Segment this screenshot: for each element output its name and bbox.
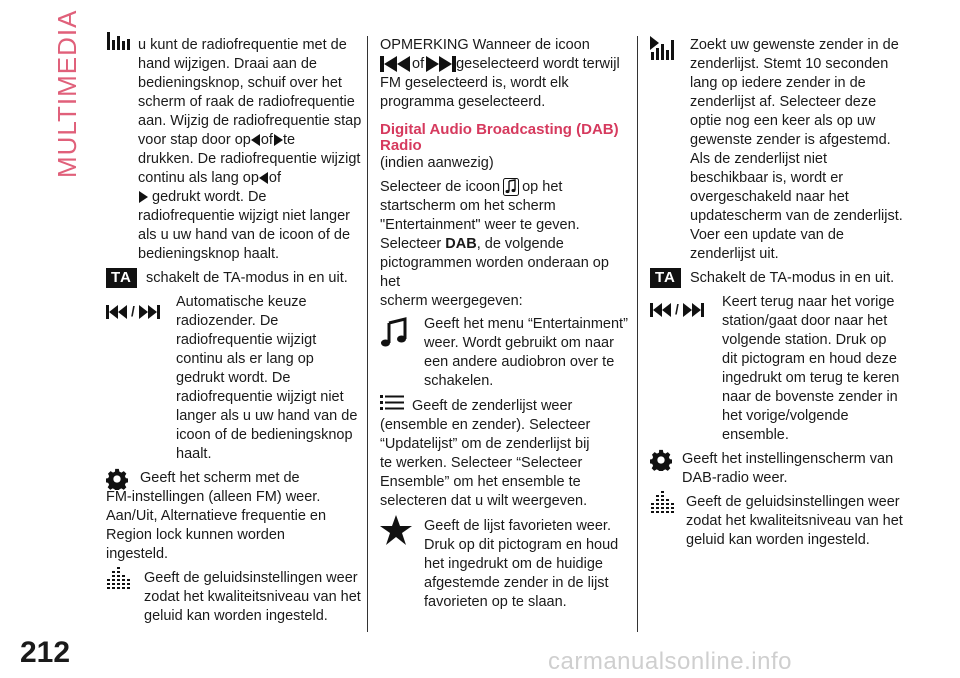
favorites-line: Geeft de lijst favorieten weer. <box>424 518 611 534</box>
select-line: pictogrammen worden onderaan op het <box>380 255 609 290</box>
note-text: geselecteerd wordt terwijl <box>456 56 620 72</box>
ta-block <box>650 269 908 288</box>
freq-line <box>106 188 364 207</box>
select-text: op het <box>522 179 563 195</box>
favorites-line: Druk op dit pictogram en houd <box>424 537 619 553</box>
freq-line <box>106 169 364 188</box>
gear-icon <box>106 468 128 490</box>
seek-line: Automatische keuze <box>176 294 307 310</box>
skip-back-icon <box>650 303 672 317</box>
seek-line: continu als er lang op <box>176 351 314 367</box>
equalizer-icon <box>106 567 132 589</box>
seek-block <box>106 293 364 464</box>
skip-back-icon <box>380 56 410 72</box>
freq-line: bedieningsknop haalt. <box>138 246 280 262</box>
column-2 <box>380 36 632 612</box>
seek-line: dit pictogram en houd deze <box>722 351 897 367</box>
scan-line: Voer een update van de <box>690 227 844 243</box>
seek-line: station/gaat door naar het <box>722 313 888 329</box>
favorites-line: het ingedrukt om de huidige <box>424 556 603 572</box>
note-text: of <box>412 56 425 72</box>
freq-text: continu als lang op <box>138 170 259 186</box>
freq-text: voor stap door op <box>138 132 251 148</box>
triangle-left-icon <box>259 172 269 184</box>
ta-text: Schakelt de TA-modus in en uit. <box>690 270 895 286</box>
entertainment-line: schakelen. <box>424 373 494 389</box>
note-line <box>380 55 632 74</box>
freq-line <box>106 131 364 150</box>
sound-line: zodat het kwaliteitsniveau van het <box>686 513 903 529</box>
scan-block <box>650 36 908 264</box>
tune-bars-icon <box>106 32 132 54</box>
triangle-right-icon <box>138 191 148 203</box>
seek-slash: / <box>675 301 679 317</box>
entertainment-line: Geeft het menu “Entertainment” <box>424 316 628 332</box>
scan-line: overgeschakeld naar het <box>690 189 849 205</box>
seek-line: icoon of de bedieningsknop <box>176 427 353 443</box>
sound-line: geluid kan worden ingesteld. <box>144 608 328 624</box>
scan-line: gewenste zender is afgestemd. <box>690 132 891 148</box>
seek-icons <box>650 300 704 319</box>
station-list-line: selecteren dat u wilt weergeven. <box>380 493 588 509</box>
favorites-block <box>380 517 632 612</box>
freq-line: drukken. De radiofrequentie wijzigt <box>138 151 361 167</box>
seek-line: het vorige/volgende <box>722 408 849 424</box>
ta-icon: TA <box>106 268 137 288</box>
triangle-left-icon <box>251 134 261 146</box>
section-heading: Radio <box>380 137 422 154</box>
column-divider-right <box>637 36 638 632</box>
sound-block <box>106 569 364 626</box>
gear-icon <box>650 449 672 471</box>
select-text: Selecteer de icoon <box>380 179 501 195</box>
skip-back-icon <box>106 305 128 319</box>
settings-line: Geeft het scherm met de <box>140 470 300 486</box>
freq-line: u kunt de radiofrequentie met de <box>138 37 347 53</box>
scan-line: zenderlijst uit. <box>690 246 779 262</box>
settings-line: ingesteld. <box>106 546 169 562</box>
freq-line: radiofrequentie wijzigt niet langer <box>138 208 350 224</box>
scan-line: lang op iedere zender in de <box>690 75 866 91</box>
station-list-line: “Updatelijst” om de zenderlijst bij <box>380 436 590 452</box>
column-1 <box>106 36 364 626</box>
freq-text: gedrukt wordt. De <box>152 189 267 205</box>
note-line: OPMERKING Wanneer de icoon <box>380 37 590 53</box>
sidebar-title: MULTIMEDIA <box>52 9 82 178</box>
seek-line: haalt. <box>176 446 212 462</box>
seek-line: radiozender. De <box>176 313 279 329</box>
sound-block <box>650 493 908 550</box>
seek-line: Keert terug naar het vorige <box>722 294 895 310</box>
scan-line: Zoekt uw gewenste zender in de <box>690 37 899 53</box>
list-icon <box>380 394 404 412</box>
entertainment-line: weer. Wordt gebruikt om naar <box>424 335 614 351</box>
page-number: 212 <box>20 636 71 669</box>
freq-line: als u uw hand van de icoon of de <box>138 227 351 243</box>
station-list-block <box>380 397 632 511</box>
sound-line: Geeft de geluidsinstellingen weer <box>144 570 358 586</box>
availability-note: (indien aanwezig) <box>380 155 494 171</box>
dab-heading <box>380 122 632 154</box>
manual-tune-block <box>106 36 364 55</box>
select-line: "Entertainment" weer te geven. <box>380 217 580 233</box>
favorites-line: favorieten op te slaan. <box>424 594 567 610</box>
select-line: startscherm om het scherm <box>380 198 556 214</box>
watermark: carmanualsonline.info <box>548 648 792 675</box>
seek-icons <box>106 302 160 321</box>
column-3 <box>650 36 908 550</box>
music-note-icon <box>380 317 408 347</box>
station-list-line: (ensemble en zender). Selecteer <box>380 417 591 433</box>
select-line <box>380 178 632 197</box>
freq-line: hand wijzigen. Draai aan de <box>138 56 317 72</box>
station-list-line: te werken. Selecteer “Selecteer <box>380 455 583 471</box>
station-list-line: Ensemble” om het ensemble te <box>380 474 581 490</box>
equalizer-icon <box>650 491 676 513</box>
scan-line: updatescherm van de zenderlijst. <box>690 208 903 224</box>
settings-line: FM-instellingen (alleen FM) weer. <box>106 489 321 505</box>
seek-line: radiofrequentie wijzigt niet <box>176 389 344 405</box>
seek-line: ingedrukt om terug te keren <box>722 370 900 386</box>
scan-line: zenderlijst af. Selecteer deze <box>690 94 877 110</box>
ta-icon: TA <box>650 268 681 288</box>
freq-line: bedieningsknop, schuif over het <box>138 75 342 91</box>
note-line: programma geselecteerd. <box>380 94 546 110</box>
seek-slash: / <box>131 303 135 319</box>
seek-line: volgende station. Druk op <box>722 332 887 348</box>
seek-line: langer als u uw hand van de <box>176 408 358 424</box>
freq-line: scherm of raak de radiofrequentie <box>138 94 355 110</box>
station-list-line: Geeft de zenderlijst weer <box>412 398 573 414</box>
settings-line: Geeft het instellingenscherm van <box>682 451 894 467</box>
skip-forward-icon <box>426 56 456 72</box>
scan-bars-icon <box>650 36 678 60</box>
settings-line: Region lock kunnen worden <box>106 527 285 543</box>
note-line: FM geselecteerd is, wordt elk <box>380 75 569 91</box>
skip-forward-icon <box>682 303 704 317</box>
settings-line: DAB-radio weer. <box>682 470 788 486</box>
entertainment-line: een andere audiobron over te <box>424 354 615 370</box>
freq-text: of <box>260 132 273 148</box>
settings-line: Aan/Uit, Alternatieve frequentie en <box>106 508 327 524</box>
sound-line: zodat het kwaliteitsniveau van het <box>144 589 361 605</box>
seek-line: radiofrequentie wijzigt <box>176 332 317 348</box>
scan-line: optie nog een keer als op uw <box>690 113 876 129</box>
seek-line: gedrukt wordt. De <box>176 370 291 386</box>
entertainment-block <box>380 315 632 391</box>
select-line: scherm weergegeven: <box>380 293 523 309</box>
select-text: , de volgende <box>476 236 564 252</box>
freq-line: aan. Wijzig de radiofrequentie stap <box>138 113 362 129</box>
dab-label: DAB <box>445 236 477 252</box>
favorites-line: afgestemde zender in de lijst <box>424 575 609 591</box>
sound-line: Geeft de geluidsinstellingen weer <box>686 494 900 510</box>
freq-text: of <box>268 170 282 186</box>
skip-forward-icon <box>138 305 160 319</box>
seek-block <box>650 293 908 445</box>
settings-block <box>106 469 364 564</box>
sound-line: geluid kan worden ingesteld. <box>686 532 870 548</box>
ta-text: schakelt de TA-modus in en uit. <box>146 270 348 286</box>
star-icon <box>380 515 412 545</box>
select-text: Selecteer <box>380 236 446 252</box>
scan-line: Als de zenderlijst niet <box>690 151 828 167</box>
music-note-icon <box>503 178 519 196</box>
freq-text: te <box>282 132 296 148</box>
settings-block <box>650 450 908 488</box>
scan-line: zenderlijst. Stemt 10 seconden <box>690 56 889 72</box>
ta-block <box>106 269 364 288</box>
select-line <box>380 235 632 254</box>
triangle-right-icon <box>273 134 283 146</box>
seek-line: ensemble. <box>722 427 789 443</box>
column-divider-left <box>367 36 368 632</box>
section-heading: Digital Audio Broadcasting (DAB) <box>380 121 619 138</box>
scan-line: beschikbaar is, wordt er <box>690 170 844 186</box>
seek-line: naar de bovenste zender in <box>722 389 898 405</box>
